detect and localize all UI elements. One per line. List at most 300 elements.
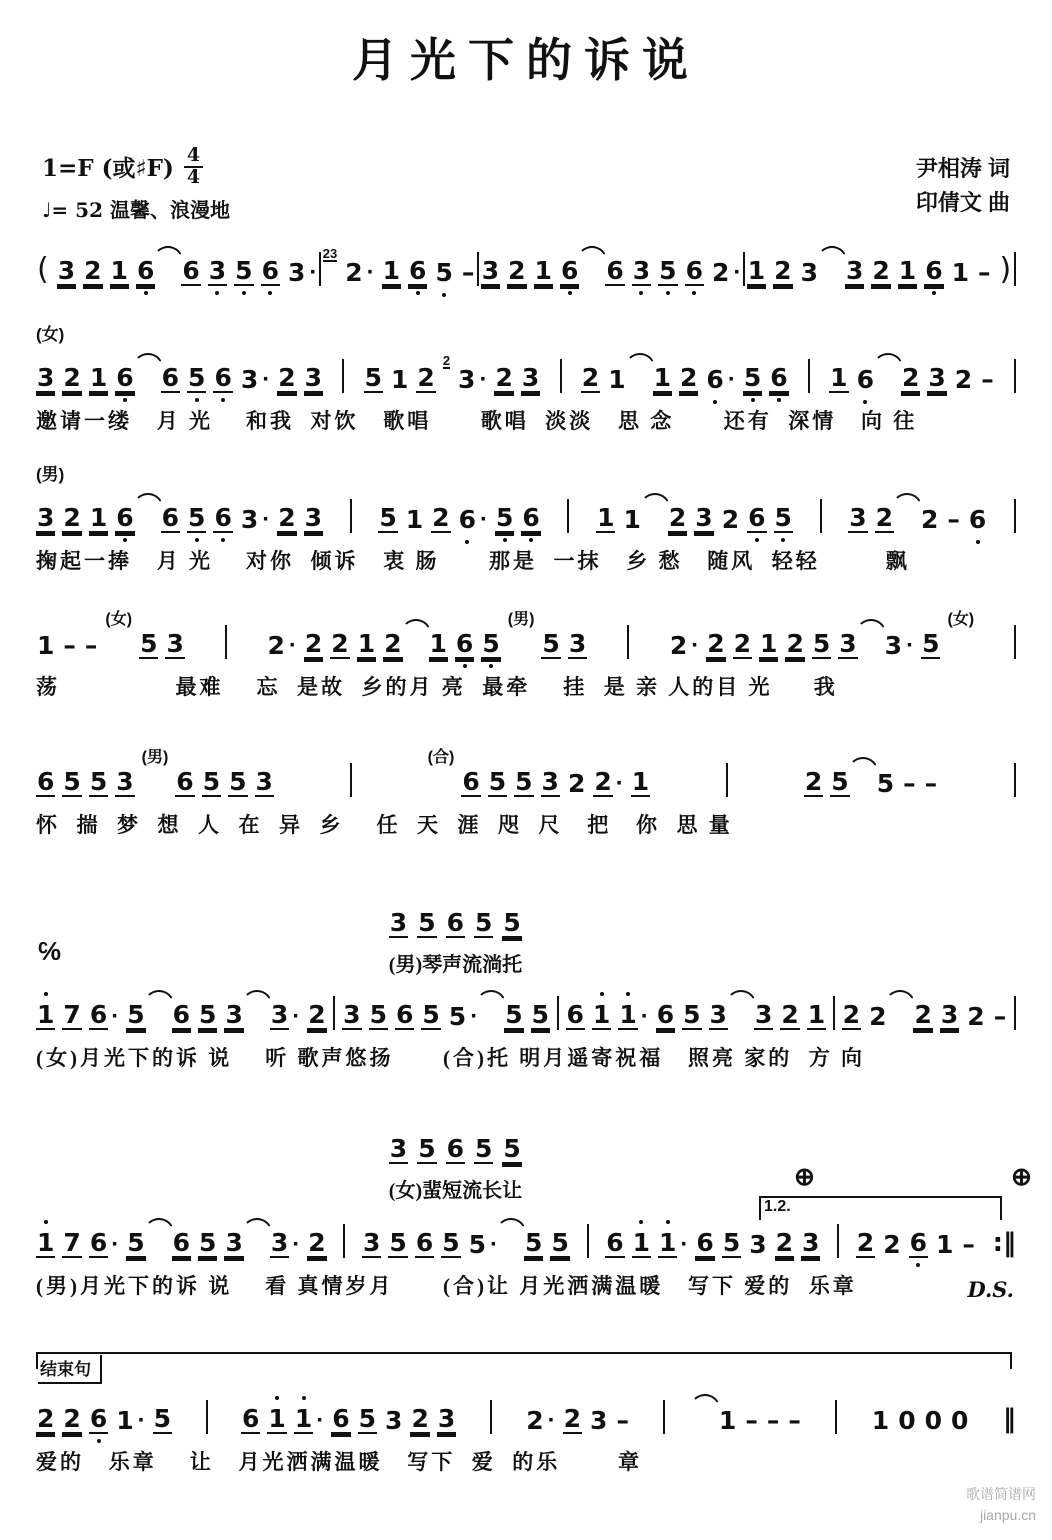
lyrics-line: 掬起一捧 月 光 对你 倾诉 衷 肠 那是 一抹 乡 愁 随风 轻轻 飘 (36, 549, 910, 573)
note: 2 (842, 1000, 861, 1029)
note: 1 (951, 258, 969, 287)
tie-slur-arc (476, 990, 506, 1004)
barline (587, 1224, 589, 1258)
note: 3 (389, 908, 408, 937)
lyrics-line: 荡 最难 忘 是故 乡的月 亮 最牵 挂 是 亲 人的目 光 我 (36, 675, 838, 699)
notes-line (36, 984, 1016, 1030)
note: 3 (754, 1000, 773, 1029)
augmentation-dot: · (547, 1406, 556, 1434)
notes-line (36, 1388, 1016, 1434)
note: 5 (434, 259, 453, 286)
tie-slur-arc (144, 1218, 174, 1232)
note: 3 (709, 1000, 727, 1029)
barline (319, 252, 321, 286)
augmentation-dot: · (111, 1230, 120, 1258)
system-2 (36, 320, 1016, 435)
note: 5 (468, 1230, 487, 1259)
note: 1 (631, 767, 650, 796)
song-title: 月光下的诉说 (352, 33, 700, 87)
barline (833, 996, 835, 1030)
note: 5 (442, 1228, 460, 1257)
tie-slur-arc (577, 246, 607, 260)
note: 3 (749, 1230, 767, 1259)
augmentation-dot: · (470, 1002, 479, 1030)
note: 5 (515, 767, 533, 796)
tie-slur-arc (873, 353, 903, 367)
augmentation-dot: · (262, 365, 271, 393)
note: 6 (606, 256, 624, 285)
note: 2 (84, 256, 102, 285)
credits (916, 152, 1010, 220)
note: 6 (242, 1404, 260, 1433)
barline (333, 996, 335, 1030)
note: 3 (116, 767, 134, 796)
note: 3 (940, 1000, 959, 1029)
note: 3 (437, 1404, 456, 1433)
note: 6 (856, 366, 875, 393)
augmentation-dot: · (316, 1406, 325, 1434)
note: 1 (534, 256, 552, 285)
note: 2 (567, 769, 586, 798)
barline (342, 359, 344, 393)
part-label: (男) (507, 611, 535, 628)
note: 2 (417, 363, 435, 392)
note: 6 (446, 908, 465, 937)
notes-line (36, 606, 1016, 659)
measure (378, 504, 540, 533)
note: 1 (807, 1000, 826, 1029)
barline (1014, 499, 1016, 533)
note: 6 (606, 1228, 624, 1257)
note: 1 (89, 363, 108, 392)
note: 2 (278, 363, 296, 392)
note: 5 (389, 1228, 407, 1257)
augmentation-dot: · (479, 505, 488, 533)
measure (36, 1405, 172, 1434)
measure (36, 353, 323, 393)
note: 3 (270, 1000, 289, 1029)
note: 6 (705, 366, 724, 393)
note: 5 (127, 1228, 145, 1257)
lyrics-line: (男)月光下的诉 说 看 真情岁月 (合)让 月光洒满温暖 写下 爱的 乐章 (36, 1274, 857, 1298)
note: 2 (37, 1404, 55, 1433)
note: 1 (89, 503, 108, 532)
note: 6 (172, 1228, 191, 1257)
insert-phrase (389, 892, 522, 977)
note: 5 (503, 908, 521, 937)
note: 1 (36, 1001, 55, 1030)
note: 2 (921, 505, 939, 534)
augmentation-dot: · (309, 258, 318, 286)
note: 2 (331, 629, 349, 658)
note: 2 (883, 1230, 901, 1259)
measure (36, 606, 185, 659)
note: 2 (432, 503, 450, 532)
barline (477, 252, 479, 286)
barline (557, 996, 559, 1030)
measure (36, 1218, 327, 1258)
note: 2 (526, 1406, 544, 1435)
tie-slur-arc (401, 619, 431, 633)
barline (350, 499, 352, 533)
note: 2 (278, 503, 296, 532)
note: 5 (531, 1000, 549, 1029)
measure (596, 493, 793, 533)
measure (323, 247, 476, 286)
measure (699, 1394, 802, 1434)
note: 0 (951, 1406, 969, 1435)
measure (36, 246, 317, 286)
note: 6 (332, 1404, 350, 1433)
note: 5 (481, 630, 500, 659)
note: 3 (481, 256, 500, 285)
note: 5 (153, 1404, 172, 1433)
notes-line (36, 487, 1016, 533)
augmentation-dot: · (111, 1002, 120, 1030)
note: 5 (683, 1000, 701, 1029)
barline (1014, 763, 1016, 797)
note: 6 (261, 257, 280, 286)
measure (428, 744, 651, 797)
note: 6 (566, 1000, 584, 1029)
note: 0 (924, 1406, 942, 1435)
note: 2 (669, 631, 688, 660)
insert-phrase (389, 1118, 522, 1203)
note: 1 (116, 1406, 134, 1435)
note: 2 (384, 629, 402, 658)
barline (835, 1400, 837, 1434)
part-label: (女) (36, 325, 65, 344)
note: 6 (446, 1134, 465, 1163)
note: 5 (658, 257, 677, 286)
note: 1 (391, 365, 409, 394)
note: 3 (37, 363, 55, 392)
augmentation-dot: · (490, 1230, 499, 1258)
note: 1 (405, 505, 424, 534)
note: 3 (632, 257, 651, 286)
note: 5 (922, 629, 940, 658)
note: 3 (37, 503, 55, 532)
note: 5 (488, 767, 507, 796)
note: 5 (229, 767, 247, 796)
lyrics-line: (女)月光下的诉 说 听 歌声悠扬 (合)托 明月遥寄祝福 照亮 家的 方 向 (36, 1046, 865, 1070)
note: 5 (199, 1000, 217, 1029)
augmentation-dot: · (292, 1002, 301, 1030)
measure (362, 1218, 570, 1258)
note: 2 (856, 1228, 875, 1257)
time-signature-top: 4 (184, 146, 203, 168)
note: 2 (914, 1000, 932, 1029)
measure (829, 353, 995, 393)
note: 2 (875, 503, 893, 532)
ending-bracket (36, 1352, 1012, 1369)
note: 3 (287, 258, 306, 287)
augmentation-dot: · (292, 1230, 301, 1258)
watermark-site-name: 歌谱简谱网 (966, 1486, 1036, 1502)
note: 6 (182, 256, 200, 285)
note: 5 (475, 1134, 493, 1163)
note: – (461, 258, 475, 287)
lyrics-line: 邀请一缕 月 光 和我 对饮 歌唱 歌唱 淡淡 思 念 还有 深情 向 往 (36, 409, 918, 433)
note: 2 (954, 365, 973, 394)
augmentation-dot: · (680, 1230, 689, 1258)
note: 5 (187, 504, 206, 533)
grace-notes: 23 (322, 246, 338, 261)
note: 1 (718, 1406, 737, 1435)
barline (1014, 252, 1016, 286)
tie-slur-arc (133, 493, 163, 507)
system-4 (36, 606, 1016, 701)
note: 3 (884, 631, 903, 660)
note: – (903, 769, 916, 798)
note: 7 (63, 1228, 81, 1257)
note: 2 (308, 1228, 326, 1257)
note: 5 (202, 767, 221, 796)
key-text: 1=F (或♯F) (42, 155, 174, 183)
barline (820, 499, 822, 533)
note: 3 (240, 365, 259, 394)
note: 6 (89, 1405, 108, 1434)
augmentation-dot: · (615, 769, 624, 797)
measure (36, 744, 274, 797)
note: 2 (711, 258, 730, 287)
note: 5 (448, 1002, 467, 1031)
note: 2 (733, 629, 752, 658)
note: 5 (422, 1000, 440, 1029)
note: 6 (769, 364, 788, 393)
note: ) (999, 251, 1012, 287)
note: – (978, 258, 991, 287)
barline (343, 1224, 345, 1258)
grace-notes: 2 (442, 353, 451, 368)
tie-slur-arc (242, 990, 272, 1004)
note: 2 (786, 629, 804, 658)
note: 6 (455, 630, 474, 659)
barline (627, 625, 629, 659)
note: 2 (594, 767, 612, 796)
tie-slur-arc (496, 1218, 526, 1232)
note: 1 (357, 629, 376, 658)
note: – (616, 1406, 629, 1435)
lyrics-line: 怀 揣 梦 想 人 在 异 乡 任 天 涯 咫 尺 把 你 思 量 (36, 813, 733, 837)
note: 3 (240, 505, 259, 534)
note: 2 (668, 503, 687, 532)
barline (206, 1400, 208, 1434)
measure (481, 246, 742, 286)
note: 3 (590, 1406, 608, 1435)
barline (663, 1400, 665, 1434)
note: 3 (695, 503, 713, 532)
note: 5 (418, 1134, 436, 1163)
note: 5 (505, 1000, 523, 1029)
measure (871, 1407, 970, 1434)
note: – (788, 1406, 801, 1435)
note: 5 (89, 767, 108, 796)
measure (364, 354, 541, 393)
note: 6 (176, 767, 194, 796)
note: 6 (656, 1000, 675, 1029)
note: 6 (115, 504, 134, 533)
measure (747, 246, 1012, 286)
augmentation-dot: · (733, 258, 742, 286)
part-label: (女) (947, 611, 975, 628)
note: 6 (747, 504, 766, 533)
ds-label: D.S. (967, 1277, 1014, 1302)
note: 3 (800, 258, 818, 287)
note: 3 (928, 363, 946, 392)
note: 2 (581, 363, 600, 392)
augmentation-dot: · (640, 1002, 649, 1030)
tie-slur-arc (848, 757, 878, 771)
note: 2 (869, 1002, 887, 1031)
barline (1014, 625, 1016, 659)
note: 5 (722, 1228, 741, 1257)
note: ( (37, 251, 49, 287)
note: 6 (213, 364, 232, 393)
note: 1 (592, 1001, 611, 1030)
barline (225, 625, 227, 659)
note: 3 (208, 257, 227, 286)
watermark-site-url: jianpu.cn (979, 1507, 1036, 1523)
time-signature-bottom: 4 (186, 165, 201, 188)
note: 2 (804, 767, 823, 796)
note: 2 (774, 256, 792, 285)
tie-slur-arc (640, 493, 670, 507)
note: 1 (608, 365, 626, 394)
measure (804, 757, 938, 797)
note: 5 (364, 363, 382, 392)
key-signature (42, 146, 203, 188)
note: 6 (37, 767, 55, 796)
system-9 (36, 1198, 1016, 1302)
note: 2 (495, 363, 513, 392)
notes-line (389, 1118, 522, 1164)
note: 1 (382, 256, 401, 285)
augmentation-dot: · (262, 505, 271, 533)
system-3 (36, 460, 1016, 575)
note: – (993, 1002, 1007, 1031)
note: 1 (898, 256, 917, 285)
volta-bracket: 1.2. (759, 1196, 1002, 1220)
note: 6 (172, 1000, 191, 1029)
note: 3 (304, 363, 323, 392)
note: 1 (760, 629, 778, 658)
measure (581, 353, 789, 393)
barline (726, 763, 728, 797)
measure (605, 1229, 820, 1258)
augmentation-dot: · (727, 365, 736, 393)
insert-text: (女)蜚短流长让 (388, 1180, 523, 1202)
augmentation-dot: · (366, 258, 375, 286)
note: 2 (680, 363, 698, 392)
barline (743, 252, 745, 286)
lyricist-credit: 尹相涛 词 (915, 156, 1010, 181)
note: 1 (597, 503, 615, 532)
note: 3 (363, 1228, 381, 1257)
note: 7 (63, 1000, 81, 1029)
note: 2 (901, 363, 920, 392)
note: 2 (563, 1404, 582, 1433)
note: 3 (568, 629, 587, 658)
note: 1 (632, 1229, 651, 1258)
note: – (947, 505, 960, 534)
note: 3 (385, 1406, 403, 1435)
note: 2 (63, 1404, 81, 1433)
tie-slur-arc (625, 353, 655, 367)
note: 5 (187, 364, 206, 393)
time-signature (184, 146, 203, 188)
notes-line (36, 240, 1016, 286)
barline (490, 1400, 492, 1434)
measure (342, 990, 550, 1030)
measure (842, 990, 1008, 1030)
note: 1 (36, 1229, 55, 1258)
note: 6 (521, 504, 540, 533)
part-label: (男) (141, 749, 169, 766)
augmentation-dot: · (137, 1406, 146, 1434)
note: 1 (623, 505, 641, 534)
note: 3 (839, 629, 857, 658)
note: 2 (308, 1000, 326, 1029)
measure (241, 1405, 456, 1434)
note: 1 (936, 1230, 954, 1259)
note: 3 (166, 629, 184, 658)
note: 5 (812, 629, 831, 658)
note: 2 (707, 629, 725, 658)
note: 6 (115, 364, 134, 393)
note: 1 (830, 363, 848, 392)
notes-line (389, 892, 522, 938)
note: 2 (872, 256, 890, 285)
note: 2 (781, 1000, 799, 1029)
note: 6 (136, 257, 155, 286)
note: 3 (845, 256, 864, 285)
augmentation-dot: · (906, 631, 915, 659)
note: 3 (849, 503, 867, 532)
note: 3 (541, 767, 559, 796)
note: 5 (525, 1228, 543, 1257)
note: 2 (508, 256, 526, 285)
note: 1 (429, 629, 447, 658)
note: 6 (560, 257, 579, 286)
note: 2 (345, 258, 363, 287)
note: – (766, 1406, 780, 1435)
tie-slur-arc (690, 1394, 720, 1408)
note: 6 (696, 1228, 714, 1257)
note: – (63, 631, 76, 660)
note: 5 (743, 364, 762, 393)
augmentation-dot: · (288, 631, 297, 659)
tie-slur-arc (153, 246, 183, 260)
note: 5 (379, 503, 397, 532)
augmentation-dot: · (479, 365, 488, 393)
measure (848, 493, 987, 533)
system-7 (36, 984, 1016, 1072)
note: 2 (63, 363, 81, 392)
note: 6 (924, 257, 943, 286)
note: – (981, 365, 994, 394)
coda-icon: ⊕ (1011, 1163, 1032, 1191)
note: 5 (140, 629, 158, 658)
note: 2 (721, 505, 740, 534)
note: 5 (475, 908, 493, 937)
augmentation-dot: · (691, 631, 700, 659)
barline (560, 359, 562, 393)
notes-line (36, 744, 1016, 797)
note: 6 (415, 1228, 434, 1257)
system-10 (36, 1352, 1016, 1476)
note: 3 (343, 1000, 361, 1029)
